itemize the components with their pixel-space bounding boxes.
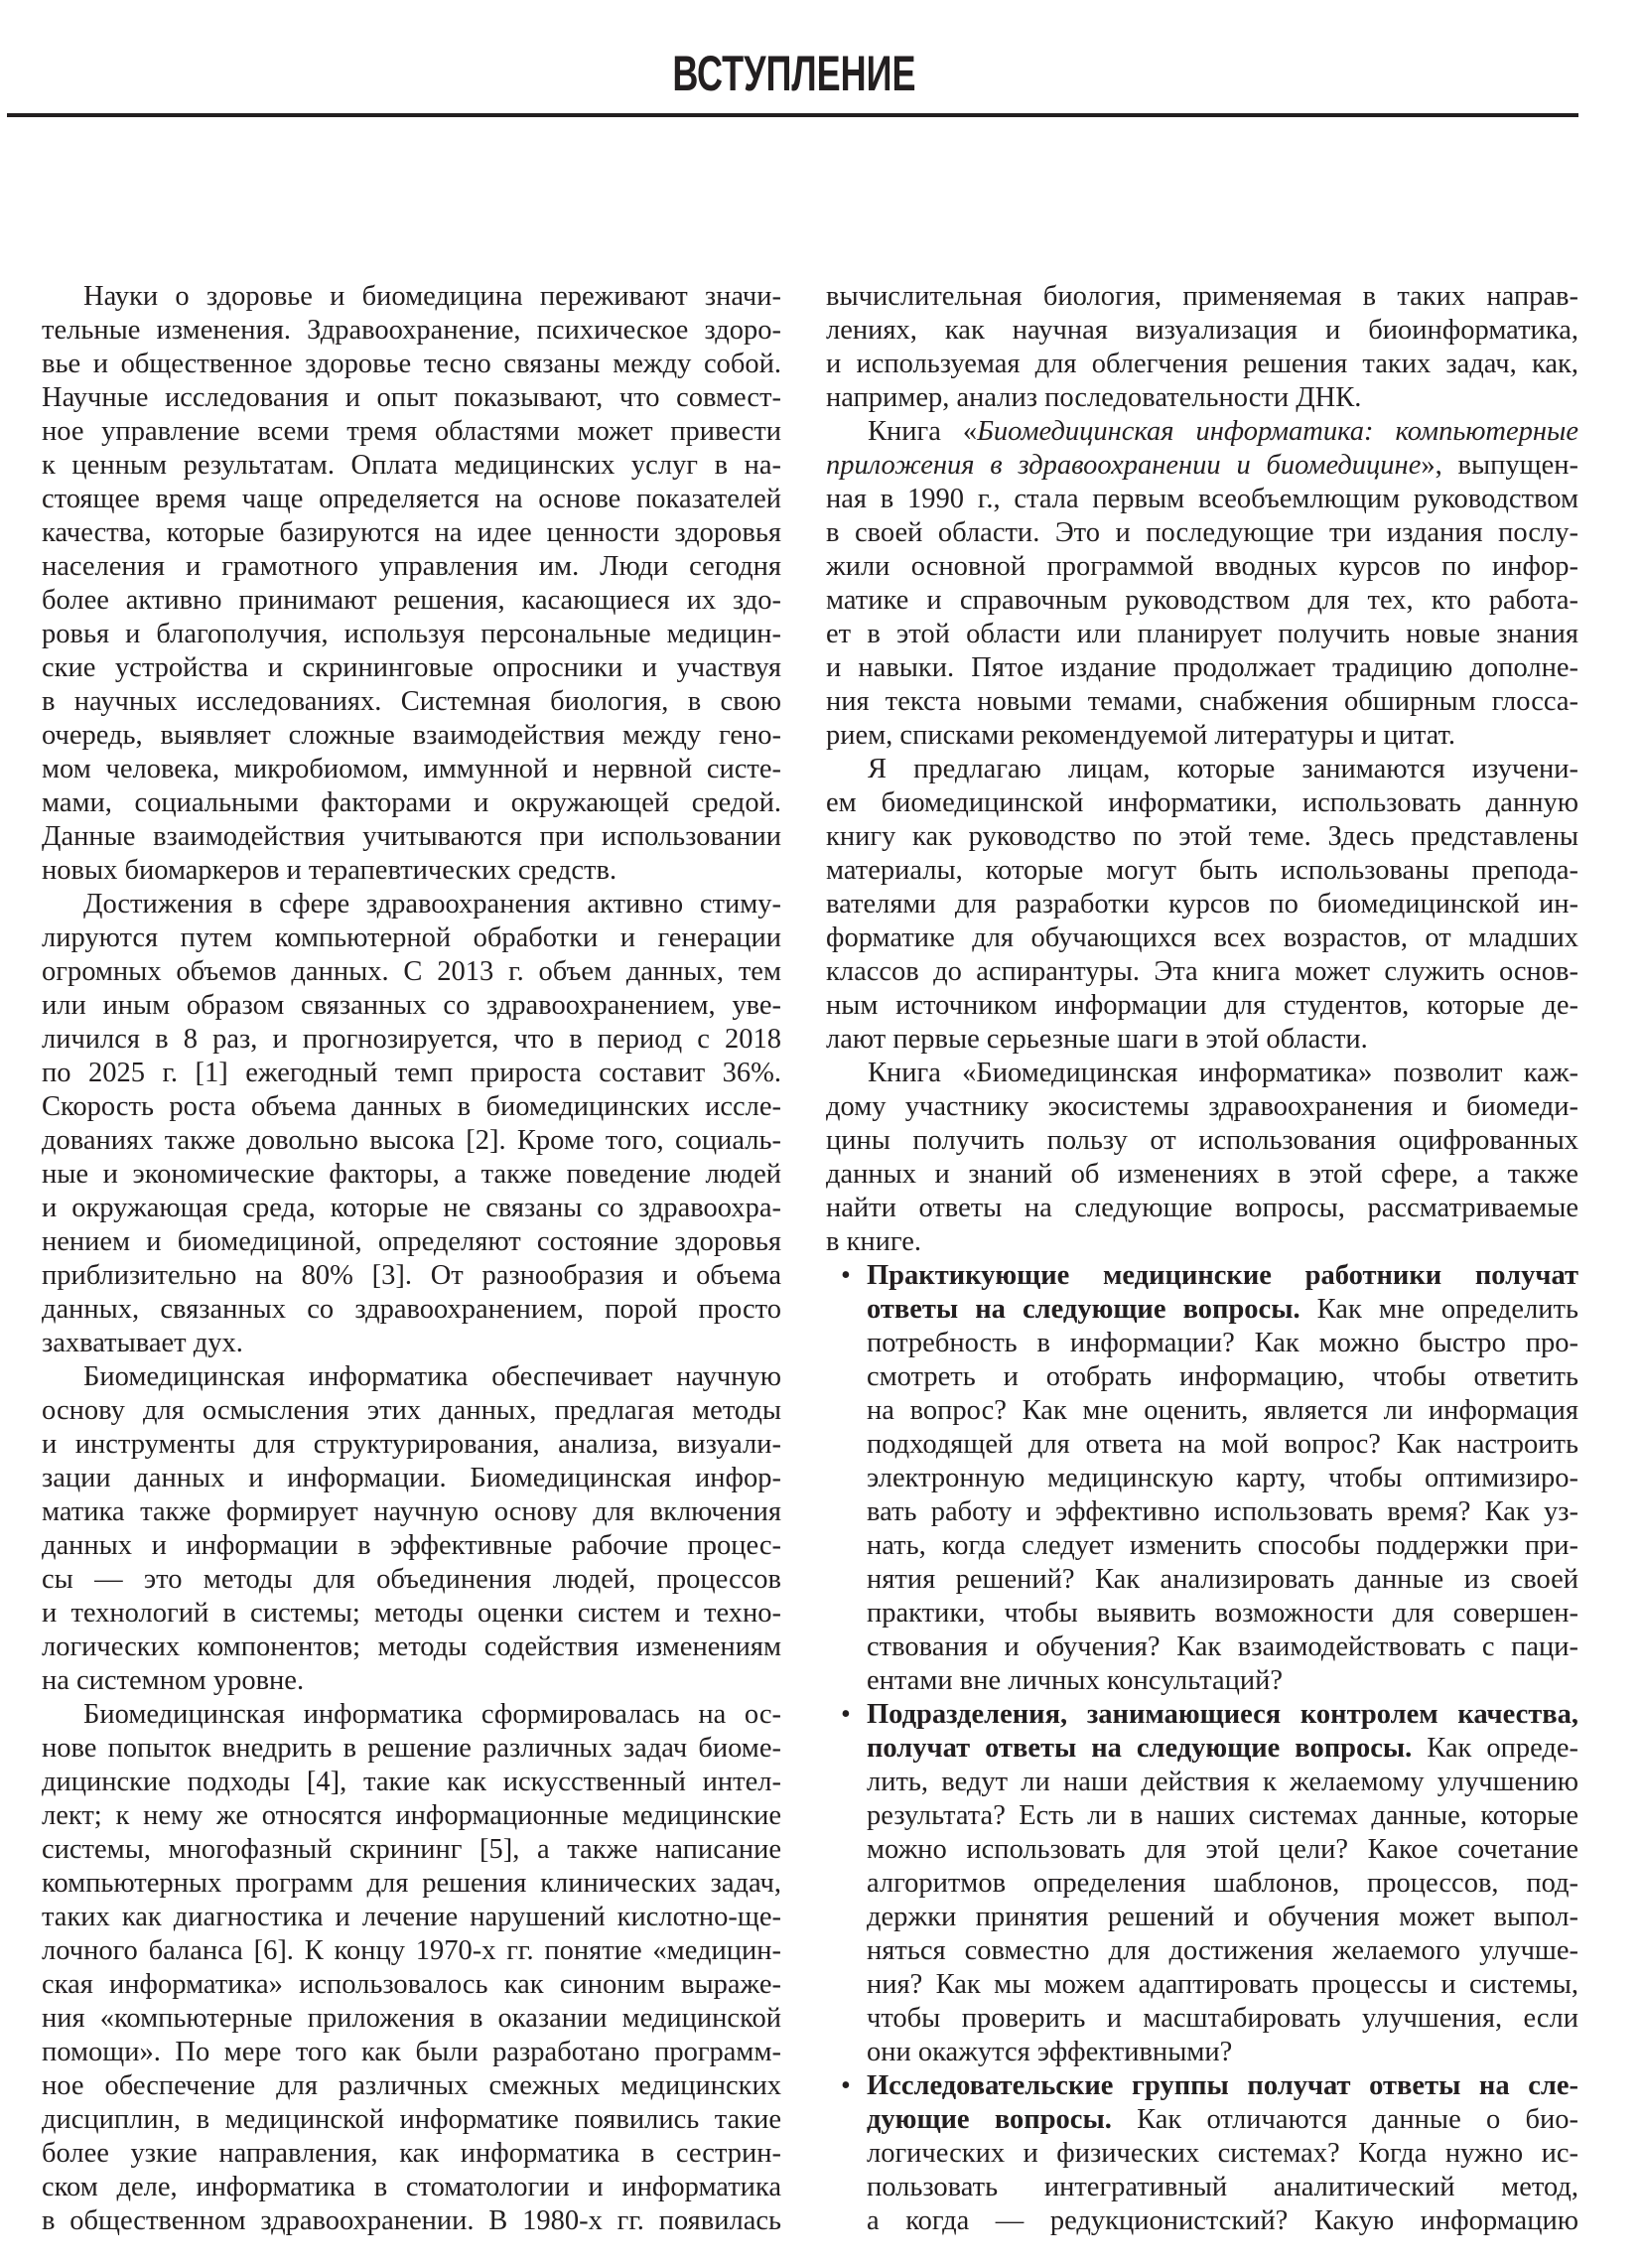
text-line [841,1698,1578,1732]
chapter-title: ВСТУПЛЕНИЕ [672,46,916,101]
text-line: или иным образом связанных со здравоохранением, уве- [42,990,781,1021]
text-line: более узкие направления, как информатика в сестрин- [42,2138,781,2169]
text-line: ет в этой области или планирует получить новые знания [826,619,1578,649]
text-line: они окажутся эффективными? [867,2037,1233,2067]
text-line: классов до аспирантуры. Эта книга может служить основ- [826,956,1578,987]
text-line: лируются путем компьютерной обработки и генерации [42,922,781,953]
text-line: лают первые серьезные шаги в этой области. [826,1024,1368,1055]
text-line: а когда — редукционистский? Какую информацию [867,2205,1578,2236]
text-line: таких как диагностика и лечение нарушений кислотно-ще- [42,1902,781,1932]
text-line: нать, когда следует изменить способы поддержки при- [867,1530,1578,1561]
text-line: и навыки. Пятое издание продолжает традицию дополне- [826,652,1578,683]
text-line: подходящей для ответа на мой вопрос? Как настроить [867,1429,1578,1460]
bullet-heading: ответы на следующие вопросы. [867,1294,1300,1325]
text-line: стоящее время чаще определяется на основе показателей [42,484,781,514]
text-line: захватывает дух. [42,1328,243,1358]
book-title-italic: Биомедицинская информатика: компьютерные [977,416,1578,447]
bullet-heading: Практикующие медицинские работники получат [867,1260,1578,1291]
text-fragment: Как опреде- [1412,1733,1578,1764]
text-line: ские устройства и скрининговые опросники и участвуя [42,652,781,683]
text-line: лочного баланса [6]. К концу 1970-х гг. понятие «медицин- [42,1935,781,1966]
text-line: матика также формирует научную основу для включения [42,1496,781,1527]
bullet-list-item [841,2069,1578,2238]
text-line: няться совместно для достижения желаемого улучше- [867,1935,1578,1966]
text-line: на системном уровне. [42,1665,305,1696]
bullet-heading: получат ответы на следующие вопросы. [867,1733,1413,1764]
text-line: Научные исследования и опыт показывают, что совмест- [42,382,781,413]
text-line: более активно принимают решения, касающиеся их здо- [42,585,781,616]
text-line: лениях, как научная визуализация и биоинформатика, [826,315,1578,346]
text-line: книгу как руководство по этой теме. Здесь представлены [826,821,1578,852]
text-line: ная в 1990 г., стала первым всеобъемлющим руководством [826,484,1578,514]
text-fragment: Как отличаются данные о био- [1111,2104,1578,2135]
text-line: ская информатика» использовалось как синоним выраже- [42,1969,781,2000]
text-line: ния? Как мы можем адаптировать процессы и системы, [867,1969,1578,2000]
text-line: в общественном здравоохранении. В 1980-х гг. появилась [42,2205,781,2236]
text-line: качества, которые базируются на идее ценности здоровья [42,517,781,548]
text-line: вычислительная биология, применяемая в таких направ- [826,281,1578,312]
bullet-icon: • [841,1699,851,1730]
text-line: компьютерных программ для решения клинических задач, [42,1868,781,1899]
text-line: держки принятия решений и обучения может выпол- [867,1902,1578,1932]
title-rule [7,113,1578,117]
text-line: системы, многофазный скрининг [5], а также написание [42,1834,781,1865]
text-line: лект; к нему же относятся информационные медицинские [42,1800,781,1831]
text-line: нятия решений? Как анализировать данные из своей [867,1564,1578,1595]
text-fragment: Книга « [868,416,978,447]
text-line: Книга «Биомедицинская информатика» позволит каж- [868,1058,1578,1088]
text-line: и инструменты для структурирования, анализа, визуали- [42,1429,781,1460]
text-line: ствования и обучения? Как взаимодействовать с паци- [867,1631,1578,1662]
text-line: и окружающая среда, которые не связаны со здравоохра- [42,1193,781,1223]
text-line: дицинские подходы [4], такие как искусственный интел- [42,1767,781,1797]
text-line: материалы, которые могут быть использованы препода- [826,855,1578,886]
text-line: лить, ведут ли наши действия к желаемому улучшению [867,1767,1578,1797]
text-line: на вопрос? Как мне оценить, является ли информация [867,1395,1578,1426]
right-column [826,280,1578,2238]
text-line: Данные взаимодействия учитываются при использовании [42,821,781,852]
text-line: ровья и благополучия, используя персональные медицин- [42,619,781,649]
bullet-icon: • [841,2070,851,2101]
text-line: ные и экономические факторы, а также поведение людей [42,1159,781,1190]
text-line: приблизительно на 80% [3]. От разнообразия и объема [42,1260,781,1291]
text-line: ем биомедицинской информатики, использовать данную [826,787,1578,818]
text-line: населения и грамотного управления им. Люди сегодня [42,551,781,582]
text-line: новых биомаркеров и терапевтических средств. [42,855,617,886]
text-line: данных и знаний об изменениях в этой сфере, а также [826,1159,1578,1190]
text-line [841,2069,1578,2103]
book-title-italic: приложения в здравоохранении и биомедицине [826,450,1422,481]
text-line: Биомедицинская информатика сформировалась на ос- [83,1699,781,1730]
text-fragment: », выпущен- [1421,450,1578,481]
text-line: Науки о здоровье и биомедицина переживают значи- [83,281,781,312]
text-line: потребность в информации? Как можно быстро про- [867,1328,1578,1358]
left-column [42,280,781,2238]
text-fragment: Как мне определить [1300,1294,1578,1325]
text-line: результата? Есть ли в наших системах данные, которые [867,1800,1578,1831]
text-line: тельные изменения. Здравоохранение, психическое здоро- [42,315,781,346]
text-line: дисциплин, в медицинской информатике появились такие [42,2104,781,2135]
text-line: жили основной программой вводных курсов по инфор- [826,551,1578,582]
text-line: Достижения в сфере здравоохранения активно стиму- [83,889,781,920]
text-line: сы — это методы для объединения людей, процессов [42,1564,781,1595]
text-line [826,449,1578,483]
text-line: алгоритмов определения шаблонов, процессов, под- [867,1868,1578,1899]
text-line: вать работу и эффективно использовать время? Как уз- [867,1496,1578,1527]
text-line: смотреть и отобрать информацию, чтобы ответить [867,1361,1578,1392]
text-line [826,415,1578,449]
text-line: ное управление всеми тремя областями может привести [42,416,781,447]
text-line: пользовать интегративный аналитический метод, [867,2172,1578,2202]
text-line: в своей области. Это и последующие три издания послу- [826,517,1578,548]
text-line: ентами вне личных консультаций? [867,1665,1283,1696]
text-line: практики, чтобы выявить возможности для совершен- [867,1598,1578,1629]
text-line: Я предлагаю лицам, которые занимаются изучени- [868,754,1578,784]
text-line [867,2103,1578,2137]
text-line: в книге. [826,1226,922,1257]
text-line: данных и информации в эффективные рабочие процес- [42,1530,781,1561]
text-line: ния текста новыми темами, снабжения обширным глосса- [826,686,1578,717]
text-line: дому участнику экосистемы здравоохранения и биомеди- [826,1091,1578,1122]
text-line: к ценным результатам. Оплата медицинских услуг в на- [42,450,781,481]
text-line: вье и общественное здоровье тесно связаны между собой. [42,349,781,379]
text-line: рием, списками рекомендуемой литературы и цитат. [826,720,1455,751]
text-line: личился в 8 раз, и прогнозируется, что в период с 2018 [42,1024,781,1055]
text-line: по 2025 г. [1] ежегодный темп прироста составит 36%. [42,1058,781,1088]
text-line: можно использовать для этой цели? Какое сочетание [867,1834,1578,1865]
text-line: чтобы проверить и масштабировать улучшения, если [867,2003,1578,2034]
bullet-heading: дующие вопросы. [867,2104,1112,2135]
bullet-icon: • [841,1260,851,1291]
text-line: Скорость роста объема данных в биомедицинских иссле- [42,1091,781,1122]
bullet-heading: Подразделения, занимающиеся контролем качества, [867,1699,1578,1730]
text-line: помощи». По мере того как были разработано программ- [42,2037,781,2067]
text-line: мом человека, микробиомом, иммунной и нервной систе- [42,754,781,784]
text-line: зации данных и информации. Биомедицинская инфор- [42,1463,781,1493]
text-line [867,1293,1578,1327]
text-line: электронную медицинскую карту, чтобы оптимизиро- [867,1463,1578,1493]
text-line: данных, связанных со здравоохранением, порой просто [42,1294,781,1325]
text-line: ное обеспечение для различных смежных медицинских [42,2070,781,2101]
text-line: и технологий в системы; методы оценки систем и техно- [42,1598,781,1629]
bullet-list-item [841,1259,1578,1698]
text-line: ском деле, информатика в стоматологии и информатика [42,2172,781,2202]
text-line [841,1259,1578,1293]
text-line: логических компонентов; методы содействия изменениям [42,1631,781,1662]
text-line: вателями для разработки курсов по биомедицинской ин- [826,889,1578,920]
bullet-heading: Исследовательские группы получат ответы на сле- [867,2070,1578,2101]
text-line: нением и биомедициной, определяют состояние здоровья [42,1226,781,1257]
text-line: форматике для обучающихся всех возрастов, от младших [826,922,1578,953]
text-line: в научных исследованиях. Системная биология, в свою [42,686,781,717]
text-line: основу для осмысления этих данных, предлагая методы [42,1395,781,1426]
text-line: мами, социальными факторами и окружающей средой. [42,787,781,818]
text-line: нове попыток внедрить в решение различных задач биоме- [42,1733,781,1764]
text-line: найти ответы на следующие вопросы, рассматриваемые [826,1193,1578,1223]
text-line: матике и справочным руководством для тех, кто работа- [826,585,1578,616]
text-line: ным источником информации для студентов, которые де- [826,990,1578,1021]
text-line: и используемая для облегчения решения таких задач, как, [826,349,1578,379]
text-line: цины получить пользу от использования оцифрованных [826,1125,1578,1156]
text-line: Биомедицинская информатика обеспечивает научную [83,1361,781,1392]
text-line [867,1732,1578,1766]
bullet-list-item [841,1698,1578,2069]
text-line: логических и физических системах? Когда нужно ис- [867,2138,1578,2169]
text-line: дованиях также довольно высока [2]. Кроме того, социаль- [42,1125,781,1156]
text-line: ния «компьютерные приложения в оказании медицинской [42,2003,781,2034]
text-line: огромных объемов данных. С 2013 г. объем данных, тем [42,956,781,987]
text-line: например, анализ последовательности ДНК. [826,382,1362,413]
text-line: очередь, выявляет сложные взаимодействия между гено- [42,720,781,751]
